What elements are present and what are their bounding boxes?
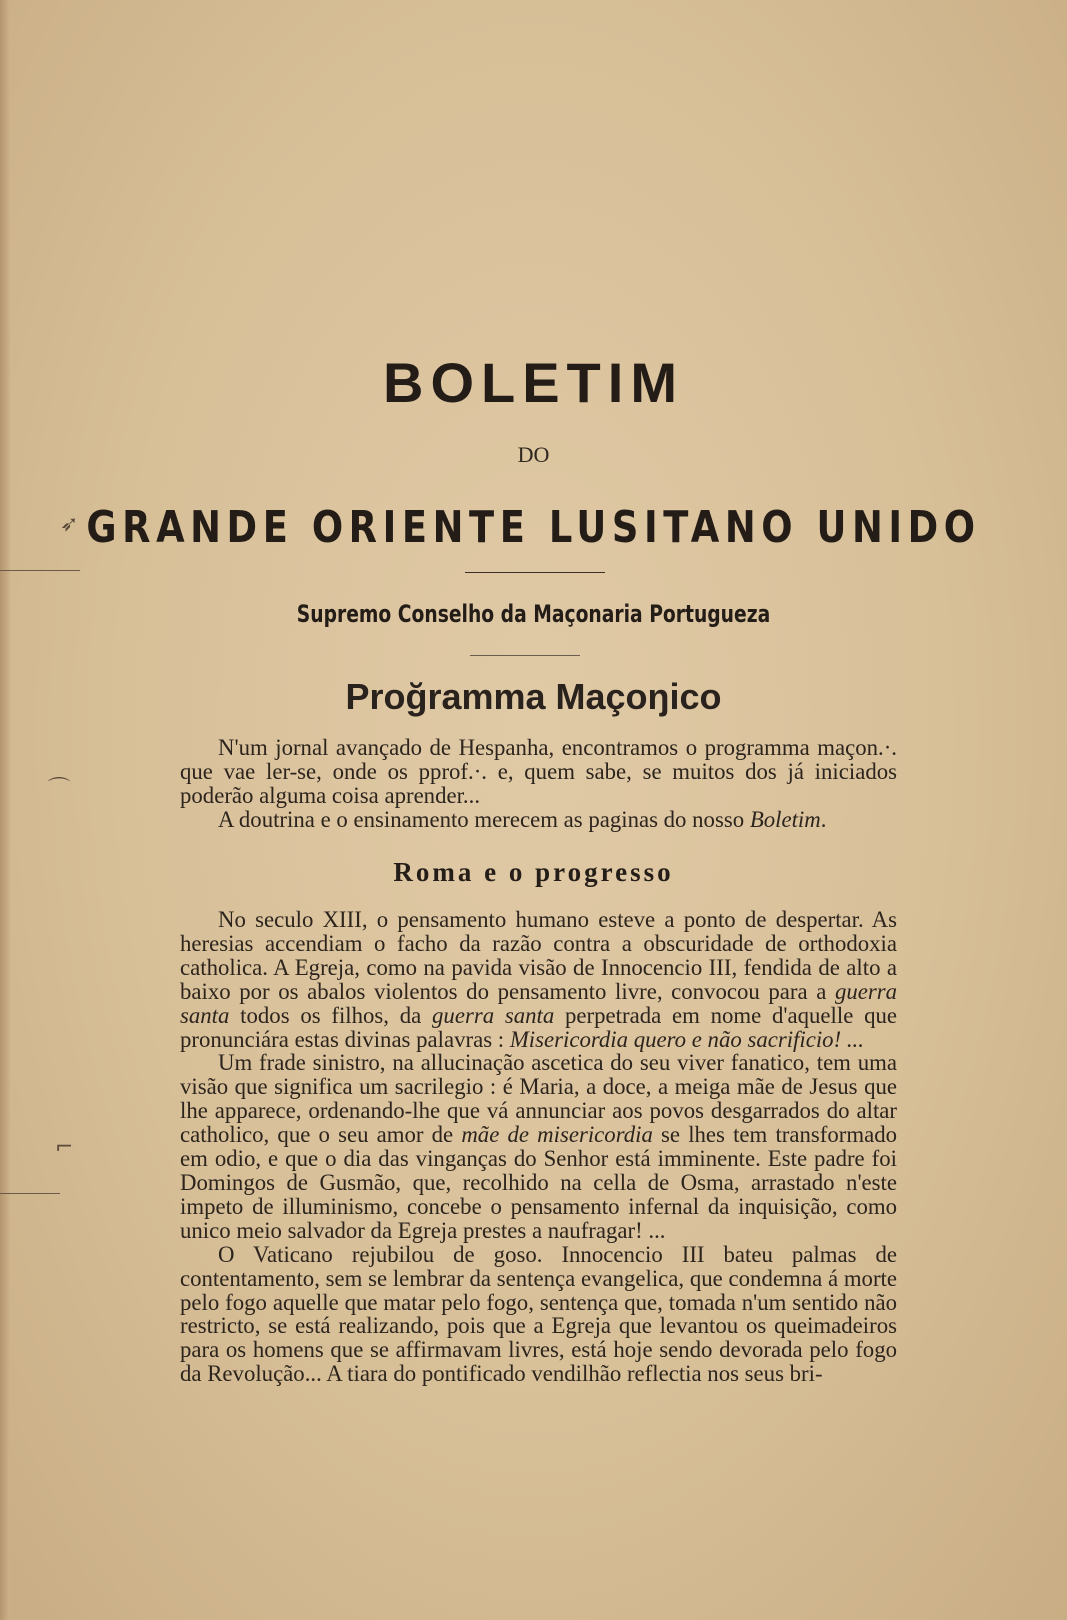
- italic-span: guerra santa: [432, 1002, 555, 1028]
- intro-paragraph: N'um jornal avançado de Hespanha, encontramos o programma maçon.·. que vae ler-se, onde os pprof.·. e, quem sabe, se muitos dos já iniciados poderão alguma coisa aprender...: [180, 735, 897, 808]
- article-paragraph: [180, 908, 897, 1051]
- article-paragraph: O Vaticano rejubilou de goso. Innocencio III bateu palmas de contentamento, sem se lembrar da sentença evangelica, que condemna á morte pelo fogo aquelle que matar pelo fogo, sentença que, tomada n'um sentido não restricto, se está realizando, pois que a Egreja que levantou os queimadeiros para os homens que se affirmavam livres, está hoje sendo devorada pelo fogo da Revolução... A tiara do pontificado vendilhão reflectia nos seus bri-: [180, 1241, 897, 1387]
- text-span: Um frade sinistro, na allucinação ascetica do seu viver fanatico, tem uma visão que significa um sacrilegio : é Maria, a doce, a meiga mãe de Jesus que lhe apparece, ordenando-lhe que vá annunciar aos povos desgarrados do altar catholico, que o seu amor de: [180, 1050, 897, 1148]
- divider-rule: [465, 572, 605, 573]
- text-span: perpetrada em nome d'aquelle que pronunciára estas divinas palavras :: [180, 1002, 897, 1052]
- italic-span: Misericordia quero e não sacrificio! ...: [509, 1026, 864, 1052]
- text-span: se lhes tem transformado em odio, e que o dia das vinganças do Senhor está imminente. Este padre foi Domingos de Gusmão, que, recolhido na cella de Osma, arrastado n'este impeto de illuminismo, concebe o pensamento infernal da inquisição, como unico meio salvador da Egreja prestes a naufragar! ...: [180, 1122, 897, 1243]
- page-left-edge: [0, 0, 10, 1620]
- article-paragraph: [180, 1051, 897, 1242]
- italic-span: guerra santa: [180, 978, 897, 1028]
- text-span: .: [820, 806, 827, 832]
- article-title: Roma e o progresso: [393, 857, 674, 887]
- article-body: [180, 908, 897, 1386]
- margin-stain-mark: ⌐: [55, 1135, 74, 1160]
- programma-intro: [180, 736, 897, 832]
- text-span: No seculo XIII, o pensamento humano esteve a ponto de despertar. As heresias accendiam o facho da razão contra a obscuridade de orthodoxia catholica. A Egreja, como na pavida visão de Innocencio III, fendida de alto a baixo por os abalos violentos do pensamento livre, convocou para a: [180, 907, 897, 1004]
- margin-fold-line: [0, 1193, 60, 1194]
- programma-heading: Proğramma Maçoŋico: [345, 676, 722, 717]
- italic-span: Boletim: [749, 806, 821, 832]
- italic-span: mãe de misericordia: [461, 1122, 653, 1148]
- margin-stain-mark: ⌒: [48, 777, 71, 802]
- masthead-title: BOLETIM: [383, 351, 684, 414]
- text-span: todos os filhos, da: [229, 1002, 433, 1028]
- margin-stain-mark: ➶: [60, 512, 79, 537]
- divider-rule: [470, 655, 580, 656]
- intro-paragraph: [180, 808, 897, 832]
- text-span: A doutrina e o ensinamento merecem as paginas do nosso: [218, 806, 750, 832]
- margin-fold-line: [0, 570, 80, 571]
- masthead-organization: GRANDE ORIENTE LUSITANO UNIDO: [86, 502, 981, 553]
- masthead-subtitle: Supremo Conselho da Maçonaria Portugueza: [296, 600, 771, 628]
- masthead-connector: DO: [517, 442, 550, 467]
